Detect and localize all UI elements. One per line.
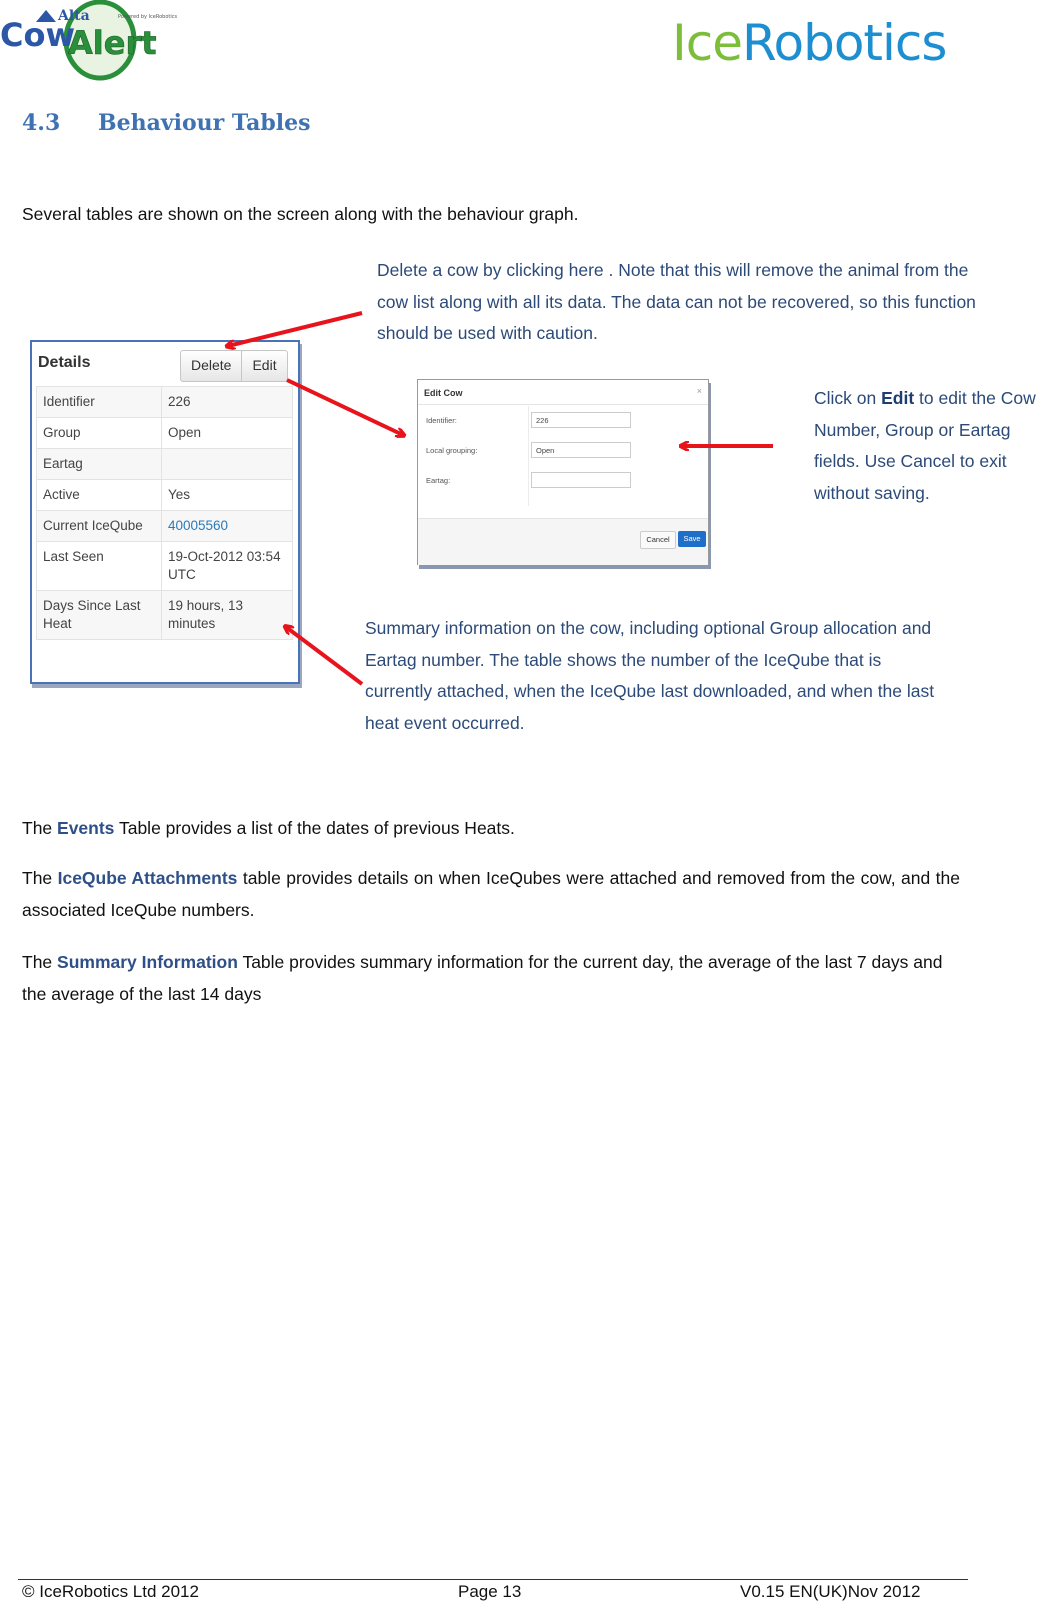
details-button-group (180, 350, 288, 382)
eartag-input[interactable] (531, 472, 631, 488)
dialog-header (418, 380, 708, 405)
footer-version: V0.15 EN(UK)Nov 2012 (740, 1582, 921, 1601)
attachments-paragraph: The IceQube Attachments table provides details on when IceQubes were attached and removed from the cow, and the associated IceQube numbers. (22, 868, 960, 920)
dialog-footer (418, 518, 708, 565)
events-paragraph: The Events Table provides a list of the dates of previous Heats. (22, 818, 515, 838)
details-table (36, 386, 293, 640)
row-key: Last Seen (37, 542, 162, 591)
table-row (37, 418, 293, 449)
row-value: Open (162, 418, 293, 449)
delete-button[interactable]: Delete (191, 357, 232, 373)
summary-paragraph: The Summary Information Table provides summary information for the current day, the average of the last 7 days and the average of the last 14 days (22, 952, 943, 1004)
logo-cow-word: Cow (0, 16, 76, 54)
callout-summary: Summary information on the cow, including optional Group allocation and Eartag number. The table shows the number of the IceQube that is currently attached, when the IceQube last downloaded, and when the last heat event occurred. (365, 618, 935, 733)
footer-divider (18, 1579, 968, 1580)
intro-text: Several tables are shown on the screen along with the behaviour graph. (22, 204, 579, 224)
table-row (37, 387, 293, 418)
section-title: Behaviour Tables (98, 110, 311, 136)
row-key: Group (37, 418, 162, 449)
logo-tagline: Powered by IceRobotics (118, 14, 178, 20)
row-key: Active (37, 480, 162, 511)
table-row (37, 591, 293, 640)
row-value: 226 (162, 387, 293, 418)
save-button[interactable]: Save (678, 531, 706, 547)
logo-alta: Alta (58, 8, 90, 24)
callout-delete: Delete a cow by clicking here . Note that this will remove the animal from the cow list along with all its data. The data can not be recovered, so this function should be used with caution. (377, 260, 976, 343)
current-icequbue-link[interactable]: 40005560 (162, 511, 293, 542)
footer-copyright: © IceRobotics Ltd 2012 (22, 1582, 199, 1601)
row-key: Current IceQube (37, 511, 162, 542)
identifier-label: Identifier: (426, 416, 457, 425)
icerobotics-logo (672, 14, 946, 72)
arrow-to-edit-dialog (287, 380, 403, 435)
grouping-input[interactable]: Open (531, 442, 631, 458)
logo-robotics-part: Robotics (742, 14, 947, 72)
cancel-button[interactable]: Cancel (640, 531, 676, 549)
table-row (37, 449, 293, 480)
identifier-input[interactable]: 226 (531, 412, 631, 428)
table-row (37, 511, 293, 542)
eartag-label: Eartag: (426, 476, 451, 485)
row-value: 19-Oct-2012 03:54 UTC (162, 542, 293, 591)
grouping-label: Local grouping: (426, 446, 478, 455)
edit-cow-dialog (417, 379, 709, 565)
details-panel (30, 340, 300, 684)
table-row (37, 480, 293, 511)
footer-page: Page 13 (458, 1582, 522, 1601)
row-value: 19 hours, 13 minutes (162, 591, 293, 640)
section-number: 4.3 (22, 110, 61, 136)
callout-edit-bold: Edit (881, 388, 915, 408)
cowalert-logo (0, 0, 200, 84)
close-icon[interactable]: × (696, 386, 702, 396)
logo-ice-part: Ice (672, 14, 742, 72)
dialog-divider (528, 406, 529, 506)
details-title: Details (38, 354, 91, 371)
callout-edit: Click on Edit to edit the Cow Number, Group or Eartag fields. Use Cancel to exit without saving. (814, 388, 1036, 503)
row-key: Days Since Last Heat (37, 591, 162, 640)
dialog-title: Edit Cow (424, 388, 463, 398)
summary-term: Summary Information (57, 952, 238, 972)
events-term: Events (57, 818, 115, 838)
row-key: Identifier (37, 387, 162, 418)
row-key: Eartag (37, 449, 162, 480)
details-header (32, 342, 298, 387)
table-row (37, 542, 293, 591)
edit-button[interactable]: Edit (241, 351, 286, 381)
logo-alert-word: Alert (68, 24, 157, 62)
section-heading (22, 110, 311, 136)
row-value: Yes (162, 480, 293, 511)
attachments-term: IceQube Attachments (57, 868, 238, 888)
row-value (162, 449, 293, 480)
